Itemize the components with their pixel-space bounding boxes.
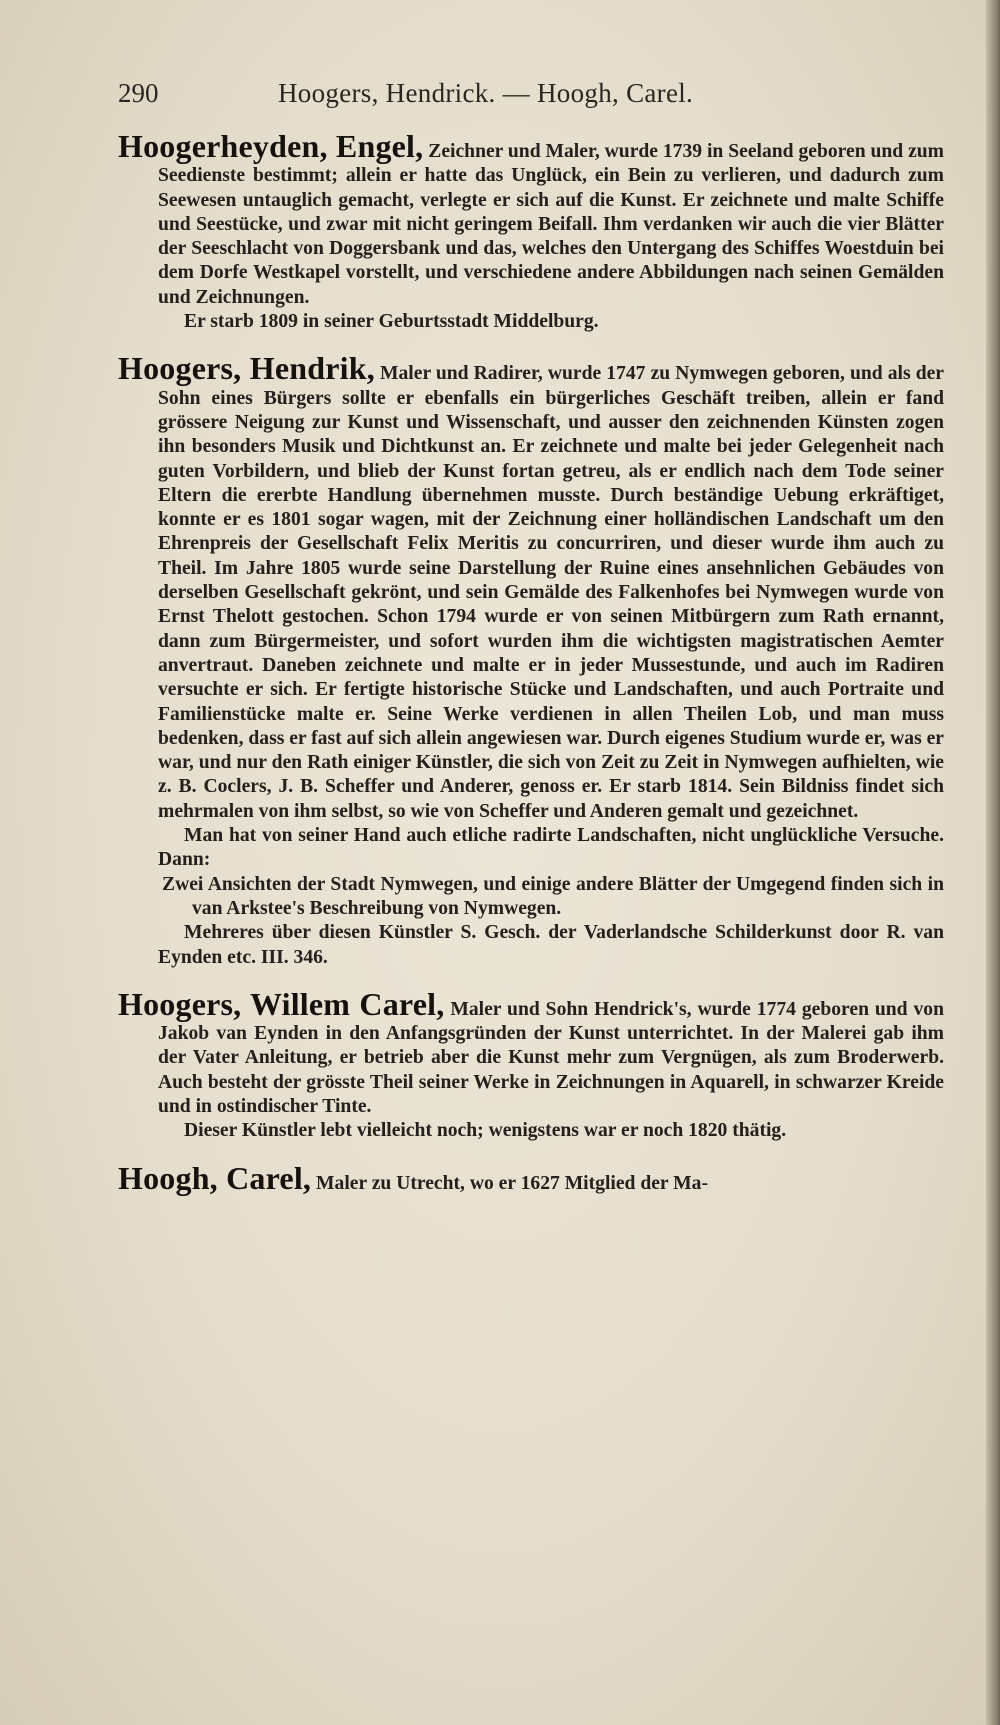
entry-paragraph: Dieser Künstler lebt vielleicht noch; wenigstens war er noch 1820 thätig. bbox=[184, 1120, 787, 1142]
entry-heading: Hoogerheyden, Engel, bbox=[118, 128, 424, 164]
entry-text: Maler und Radirer, wurde 1747 zu Nymwegen geboren, und als der Sohn eines Bürgers sollte er ebenfalls ein bürgerliches Geschäft treiben, allein er fand grössere Neigung zur Kunst und Wissenschaft, und ausser den zeichnenden Künsten zogen ihn besonders Musik und Dichtkunst an. Er zeichnete und malte bei jeder Gelegenheit nach guten Vorbildern, und blieb der Kunst fortan getreu, als er endlich nach dem Tode seiner Eltern die ererbte Handlung übernehmen musste. Durch beständige Uebung erkräftiget, konnte er es 1801 sogar wagen, mit der Zeichnung einer holländischen Landschaft um den Ehrenpreis der Gesellschaft Felix Meritis zu concurriren, und dieser wurde ihm auch zu Theil. Im Jahre 1805 wurde seine Darstellung der Ruine eines ansehnlichen Gebäudes von derselben Gesellschaft gekrönt, und sein Gemälde des Falkenhofes bei Nymwegen wurde von Ernst Thelott gestochen. Schon 1794 wurde er von seinen Mitbürgern zum Rath ernannt, dann zum Bürgermeister, und sofort wurden ihm die wichtigsten magistratischen Aemter anvertraut. Daneben zeichnete und malte er in jeder Mussestunde, und auch im Radiren versuchte er sich. Er fertigte historische Stücke und Landschaften, und auch Portraite und Familienstücke malte er. Seine Werke verdienen in allen Theilen Lob, und man muss bedenken, dass er fast auf sich allein angewiesen war. Durch eigenes Studium wurde er, was er war, und nur den Rath einiger Künstler, die sich von Zeit zu Zeit in Nymwegen aufhielten, wie z. B. Coclers, J. B. Scheffer und Anderer, genoss er. Er starb 1814. Sein Bildniss findet sich mehrmalen von ihm selbst, so wie von Scheffer und Anderen gemalt und gezeichnet. bbox=[158, 363, 944, 822]
entry-work-listing: Zwei Ansichten der Stadt Nymwegen, und einige andere Blätter der Umgegend finden sich in van Arkstee's Beschreibung von Nymwegen. bbox=[162, 873, 944, 919]
entry-heading: Hoogers, Willem Carel, bbox=[118, 985, 445, 1022]
entry-reference: Mehreres über diesen Künstler S. Gesch. der Vaderlandsche Schilderkunst door R. van Eynden etc. III. 346. bbox=[158, 922, 944, 968]
entry-hoogerheyden bbox=[118, 128, 945, 334]
entry-hoogers-willem bbox=[118, 985, 945, 1144]
entry-paragraph: Man hat von seiner Hand auch etliche radirte Landschaften, nicht unglückliche Versuche. Dann: bbox=[158, 825, 944, 871]
entry-hoogh-carel bbox=[118, 1159, 944, 1196]
entry-text: Maler und Sohn Hendrick's, wurde 1774 geboren und von Jakob van Eynden in den Anfangsgründen der Kunst unterrichtet. In der Malerei gab ihm der Vater Anleitung, er betrieb aber die Kunst mehr zum Vergnügen, als zum Broderwerb. Auch besteht der grösste Theil seiner Werke in Zeichnungen in Aquarell, in schwarzer Kreide und in ostindischer Tinte. bbox=[158, 998, 945, 1117]
entry-heading: Hoogh, Carel, bbox=[118, 1159, 312, 1196]
page-edge-shadow bbox=[986, 0, 1000, 1725]
entry-hoogers-hendrik bbox=[118, 350, 944, 969]
entry-text: Maler zu Utrecht, wo er 1627 Mitglied der Ma- bbox=[316, 1172, 708, 1194]
entry-text: Zeichner und Maler, wurde 1739 in Seeland geboren und zum Seedienste bestimmt; allein er hatte das Unglück, ein Bein zu verlieren, und dadurch zum Seewesen untauglich gemacht, verlegte er sich auf die Kunst. Er zeichnete und malte Schiffe und Seestücke, und zwar mit nicht geringem Beifall. Ihm verdanken wir auch die vier Blätter der Seeschlacht von Doggersbank und das, welches den Untergang des Schiffes Woestduin bei dem Dorfe Westkapel vorstellt, und verschiedene andere Abbildungen nach seinen Gemälden und Zeichnungen. bbox=[158, 141, 945, 308]
entry-heading: Hoogers, Hendrik, bbox=[118, 350, 375, 387]
running-title: Hoogers, Hendrick. — Hoogh, Carel. bbox=[278, 78, 694, 108]
page-body bbox=[118, 128, 945, 1218]
running-header bbox=[118, 78, 878, 118]
page-number: 290 bbox=[118, 78, 159, 108]
entry-paragraph: Er starb 1809 in seiner Geburtsstadt Middelburg. bbox=[184, 311, 599, 333]
